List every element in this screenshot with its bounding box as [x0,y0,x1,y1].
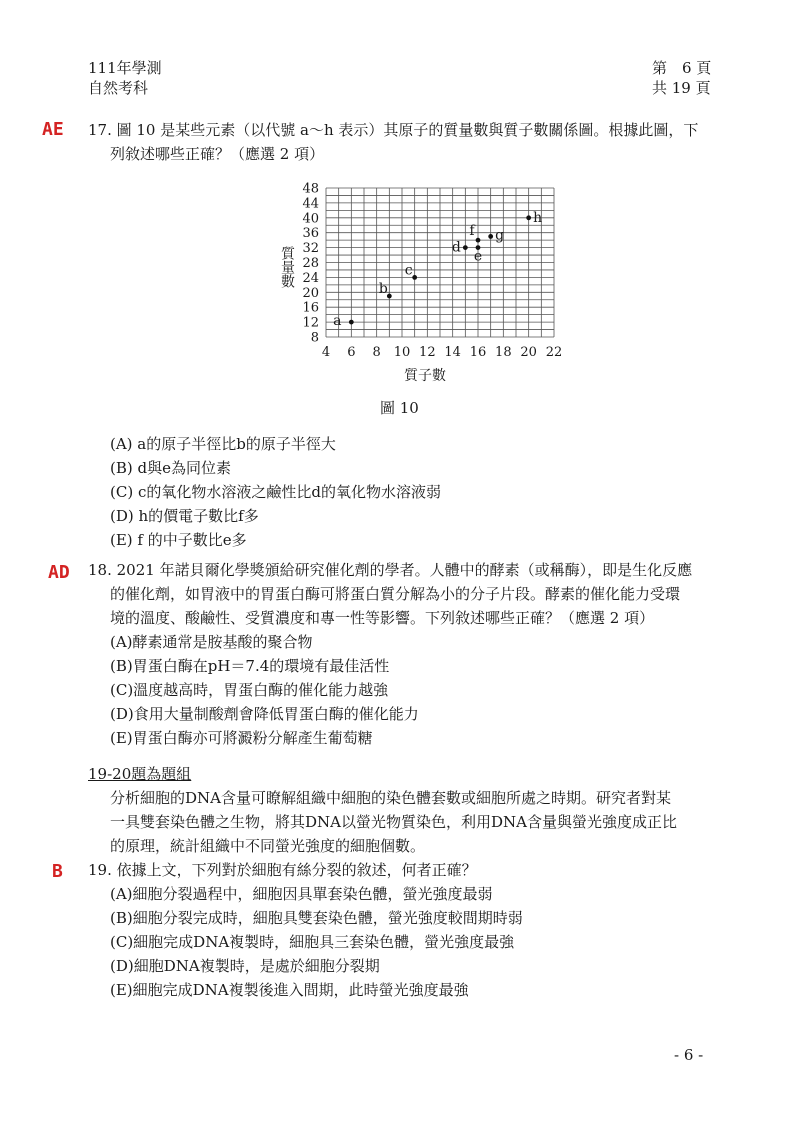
q19-answer-mark: B [52,861,63,882]
data-point-c [412,275,417,280]
q17-stem [88,118,718,166]
y-tick-label: 12 [302,315,319,331]
y-tick-label: 8 [310,330,319,346]
q17-option-c: (C) c的氧化物水溶液之鹼性比d的氧化物水溶液弱 [110,483,441,501]
q19-option-c: (C)細胞完成DNA複製時，細胞具三套染色體，螢光強度最強 [110,933,515,951]
figure-10-chart [270,178,590,390]
q18-option-b: (B)胃蛋白酶在pH＝7.4的環境有最佳活性 [110,657,390,675]
page-number: - 6 - [674,1046,704,1064]
y-tick-label: 40 [302,211,319,227]
q18-option-e: (E)胃蛋白酶亦可將澱粉分解產生葡萄糖 [110,729,373,747]
y-tick-label: 48 [302,181,319,197]
y-axis-label: 質量數 [279,246,295,288]
y-tick-label: 16 [302,300,319,316]
exam-year: 111年學測 [88,59,162,77]
figure-caption: 圖 10 [380,399,419,417]
q19-stem: 19. 依據上文，下列對於細胞有絲分裂的敘述，何者正確？ [88,861,477,879]
y-tick-label: 20 [302,285,319,301]
q17-answer-mark: AE [42,119,64,140]
y-tick-labels [302,182,319,346]
q18-option-a: (A)酵素通常是胺基酸的聚合物 [110,633,313,651]
group-passage-line: 的原理，統計組織中不同螢光強度的細胞個數。 [110,837,426,855]
data-point-f [476,238,481,243]
q19-option-e: (E)細胞完成DNA複製後進入間期，此時螢光強度最強 [110,981,469,999]
x-tick-label: 8 [372,345,381,360]
x-tick-label: 14 [444,345,461,360]
q18-option-c: (C)溫度越高時，胃蛋白酶的催化能力越強 [110,681,389,699]
group-passage-line: 一具雙套染色體之生物，將其DNA以螢光物質染色，利用DNA含量與螢光強度成正比 [110,813,677,831]
q17-option-a: (A) a的原子半徑比b的原子半徑大 [110,435,336,453]
x-tick-label: 10 [393,345,411,360]
point-label-d: d [451,239,461,256]
x-tick-label: 18 [495,345,512,360]
data-point-g [488,234,493,239]
data-point-d [463,245,468,250]
x-tick-label: 16 [469,345,487,360]
point-label-b: b [378,281,388,298]
q18-stem-line: 的催化劑，如胃液中的胃蛋白酶可將蛋白質分解為小的分子片段。酵素的催化能力受環 [110,585,681,603]
point-label-h: h [533,209,543,226]
total-pages-label: 共 19 頁 [652,79,711,97]
point-label-e: e [473,248,483,265]
q18-answer-mark: AD [48,562,70,583]
point-label-c: c [404,262,413,279]
x-tick-label: 20 [520,345,537,360]
x-axis-label: 質子數 [404,368,446,384]
q17-option-e: (E) f 的中子數比e多 [110,531,247,549]
q19-option-a: (A)細胞分裂過程中，細胞因具單套染色體，螢光強度最弱 [110,885,493,903]
y-tick-label: 32 [302,241,319,257]
q18-stem-line: 境的溫度、酸鹼性、受質濃度和專一性等影響。下列敘述哪些正確？（應選 2 項） [110,609,655,627]
q18-stem-line: 18. 2021 年諾貝爾化學獎頒給研究催化劑的學者。人體中的酵素（或稱酶），即是生化反應 [88,561,693,579]
x-tick-labels [322,345,562,360]
y-tick-label: 44 [302,196,319,212]
y-tick-label: 28 [302,256,319,271]
x-tick-label: 4 [321,345,331,360]
x-tick-label: 12 [419,345,436,360]
q17-option-d: (D) h的價電子數比f多 [110,507,259,525]
data-point-a [349,320,354,325]
chart-grid [326,188,554,337]
q19-option-d: (D)細胞DNA複製時，是處於細胞分裂期 [110,957,380,975]
page-label: 第 6 頁 [652,59,712,77]
point-label-f: f [469,223,475,240]
data-point-h [526,215,531,220]
group-passage-line: 分析細胞的DNA含量可瞭解組織中細胞的染色體套數或細胞所處之時期。研究者對某 [110,789,671,807]
q18-stem [88,558,718,630]
point-label-a: a [333,313,342,330]
q17-stem-line: 17. 圖 10 是某些元素（以代號 a～h 表示）其原子的質量數與質子數關係圖。根據此圖，下 [88,121,699,139]
q19-option-b: (B)細胞分裂完成時，細胞具雙套染色體，螢光強度較間期時弱 [110,909,523,927]
q17-option-b: (B) d與e為同位素 [110,459,231,477]
point-label-g: g [495,227,505,244]
q17-stem-line: 列敘述哪些正確？（應選 2 項） [110,145,325,163]
x-tick-label: 6 [347,345,356,360]
y-tick-label: 36 [302,226,319,242]
x-tick-label: 22 [545,345,563,360]
subject-name: 自然考科 [88,79,149,97]
group-title: 19-20題為題組 [88,765,192,783]
data-points [333,210,542,329]
q18-option-d: (D)食用大量制酸劑會降低胃蛋白酶的催化能力 [110,705,419,723]
y-tick-label: 24 [302,270,319,286]
